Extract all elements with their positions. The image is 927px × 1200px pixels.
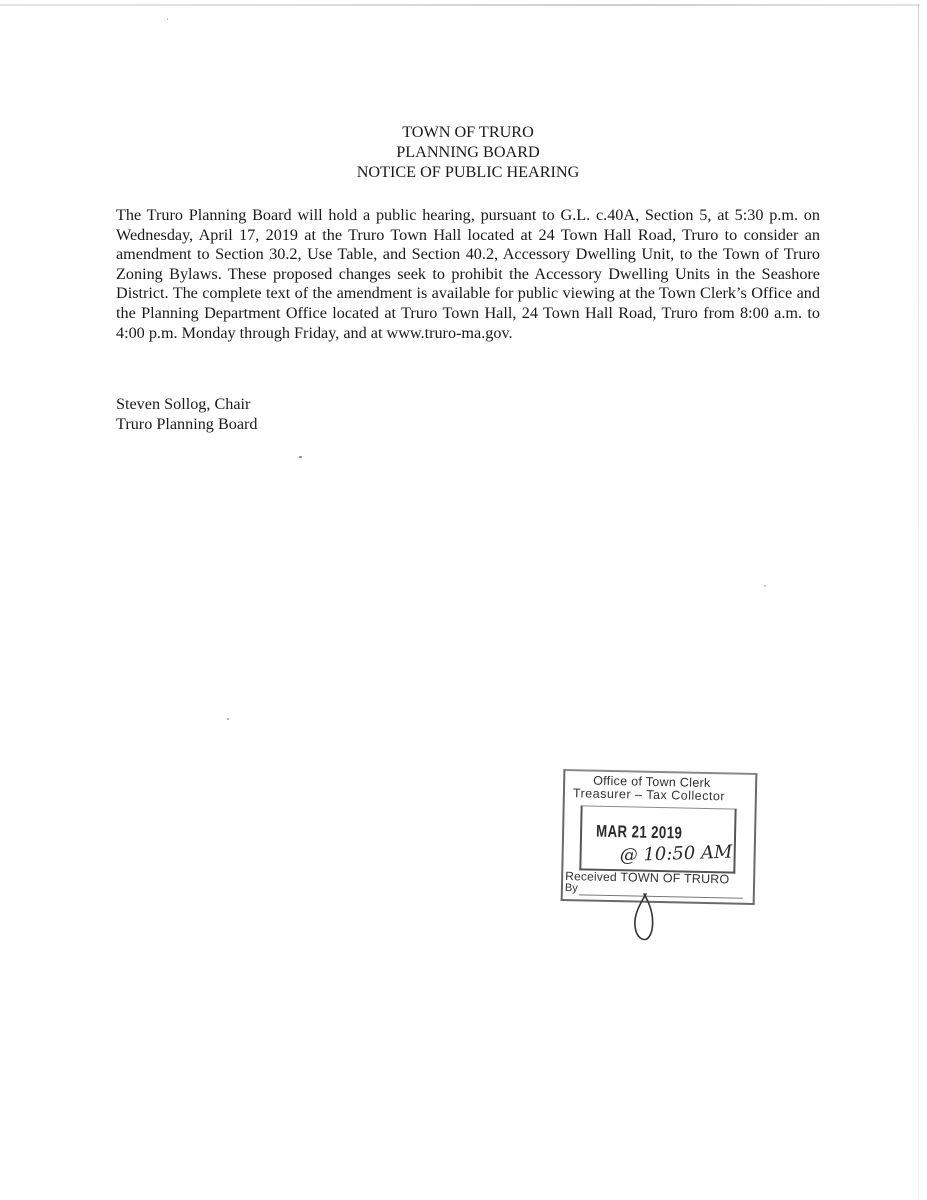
scan-top-edge (0, 4, 920, 6)
scan-speck (764, 585, 766, 587)
document-header (0, 122, 927, 182)
scan-right-edge (918, 4, 919, 1200)
scan-speck (299, 456, 302, 458)
stamp-office: Office of Town Clerk (593, 773, 711, 791)
stamp-treasurer: Treasurer – Tax Collector (572, 786, 726, 804)
stamp-received-town: TOWN OF TRURO (620, 870, 730, 887)
scan-speck (227, 718, 229, 720)
header-notice-title: NOTICE OF PUBLIC HEARING (356, 163, 580, 181)
header-board: PLANNING BOARD (396, 143, 540, 161)
stamp-by-label: By (564, 882, 578, 895)
stamp-time-handwritten: @ 10:50 AM (619, 841, 733, 867)
header-town: TOWN OF TRURO (402, 123, 534, 141)
signature-block (116, 394, 258, 434)
notice-body: The Truro Planning Board will hold a public hearing, pursuant to G.L. c.40A, Section 5, at 5:30 p.m. on Wednesday, April 17, 2019 at the Truro Town Hall located at 24 Town Hall Road, Truro to consider an amendment to Section 30.2, Use Table, and Section 40.2, Accessory Dwelling Unit, to the Town of Truro Zoning Bylaws. These proposed changes seek to prohibit the Accessory Dwelling Units in the Seashore District. The complete text of the amendment is available for public viewing at the Town Clerk’s Office and the Planning Department Office located at Truro Town Hall, 24 Town Hall Road, Truro from 8:00 a.m. to 4:00 p.m. Monday through Friday, and at www.truro-ma.gov. (116, 206, 820, 342)
signature-title: Truro Planning Board (116, 415, 258, 433)
handwritten-initials-icon (630, 892, 660, 944)
stamp-date: MAR 21 2019 (595, 821, 683, 843)
received-stamp (561, 769, 758, 907)
stamp-received-label: Received (565, 869, 617, 885)
scan-speck (167, 18, 168, 20)
signature-name: Steven Sollog, Chair (116, 395, 251, 413)
